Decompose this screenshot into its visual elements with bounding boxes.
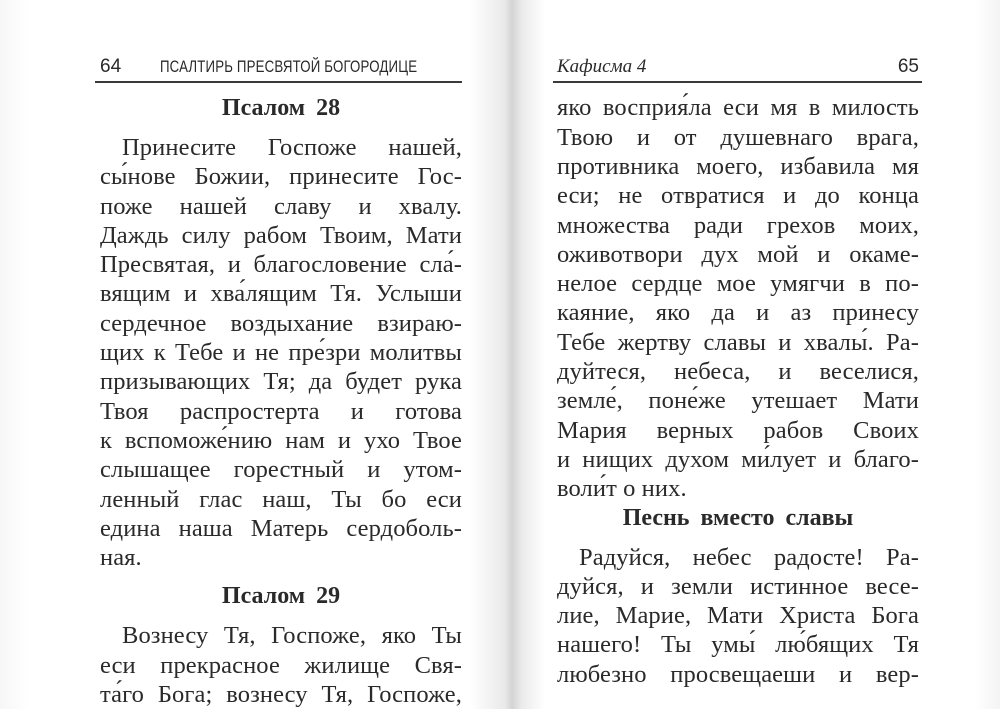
paragraph [100,133,462,572]
text-line: оживотвори дух мой и окаме- [557,240,919,268]
section-heading: Псалом 28 [221,95,341,121]
text-line: к вспоможе́нию нам и ухо Твое [100,426,462,454]
text-line: Тебе жертву славы и хвалы́. Ра- [557,328,919,356]
text-line: Пресвятая, и благословение сла́- [100,251,462,279]
header-rule [95,81,462,83]
text-line: земле́, поне́же утешает Мати [557,387,919,415]
text-line: Твоя распростерта и готова [100,397,462,425]
text-line: и нищих духом ми́лует и благо- [557,445,919,473]
page-number: 65 [897,56,919,77]
text-line: Принесите Госпоже нашей, [122,134,462,161]
page-body [100,88,462,709]
text-line: едина наша Матерь сердоболь- [100,514,462,542]
page-body [557,93,919,689]
text-line: та́го Бога; вознесу Тя, Госпоже, [100,681,462,709]
text-line: сердечное воздыхание взираю- [100,309,462,337]
text-line: противника моего, избавила мя [557,152,919,180]
text-line: сы́нове Божии, принесите Гос- [100,163,462,191]
text-line: Даждь силу рабом Твоим, Мати [100,221,462,249]
text-line: любезно просвещаеши и вер- [557,660,919,688]
page-header [557,52,919,82]
text-line: нашего! Ты умы́ лю́бящих Тя [557,631,919,659]
text-line: множества ради грехов моих, [557,211,919,239]
text-line: Вознесу Тя, Госпоже, яко Ты [122,622,462,650]
text-line: дуйся, и земли истинное весе- [557,572,919,600]
text-line: ная. [100,544,142,572]
paragraph [557,543,919,689]
text-line: Твою и от душевнаго врага, [557,123,919,151]
paragraph [557,93,919,503]
text-line: щих к Тебе и не пре́зри молитвы [100,339,462,367]
text-line: слышащее горестный и утом- [100,456,462,484]
page-header [100,52,462,82]
paragraph [100,621,462,709]
text-line: Мария верных рабов Своих [557,416,919,444]
text-line: каяние, яко да и аз принесу [557,299,919,327]
section-heading: Песнь вместо славы [622,504,854,531]
page-number: 64 [100,56,122,77]
text-line: лие, Марие, Мати Христа Бога [557,602,919,630]
section-heading: Псалом 29 [221,583,341,610]
header-rule [553,81,922,83]
text-line: воли́т о них. [557,475,687,503]
text-line: еси прекрасное жилище Свя- [100,651,462,679]
text-line: вящим и хва́лящим Тя. Услыши [100,280,462,308]
text-line: дуйтеся, небеса, и веселися, [557,358,919,386]
running-title: ПСАЛТИРЬ ПРЕСВЯТОЙ БОГОРОДИЦЕ [160,57,418,76]
text-line: еси; не отвратися и до конца [557,182,919,210]
text-line: нелое сердце мое умягчи в по- [557,270,919,298]
running-title: Кафисма 4 [557,56,647,77]
text-line: призывающих Тя; да будет рука [100,368,462,396]
text-line: ленный глас наш, Ты бо еси [100,485,462,513]
text-line: Радуйся, небес радосте! Ра- [579,543,919,571]
text-line: поже нашей славу и хвалу. [100,192,462,220]
text-line: яко восприя́ла еси мя в милость [557,94,919,122]
